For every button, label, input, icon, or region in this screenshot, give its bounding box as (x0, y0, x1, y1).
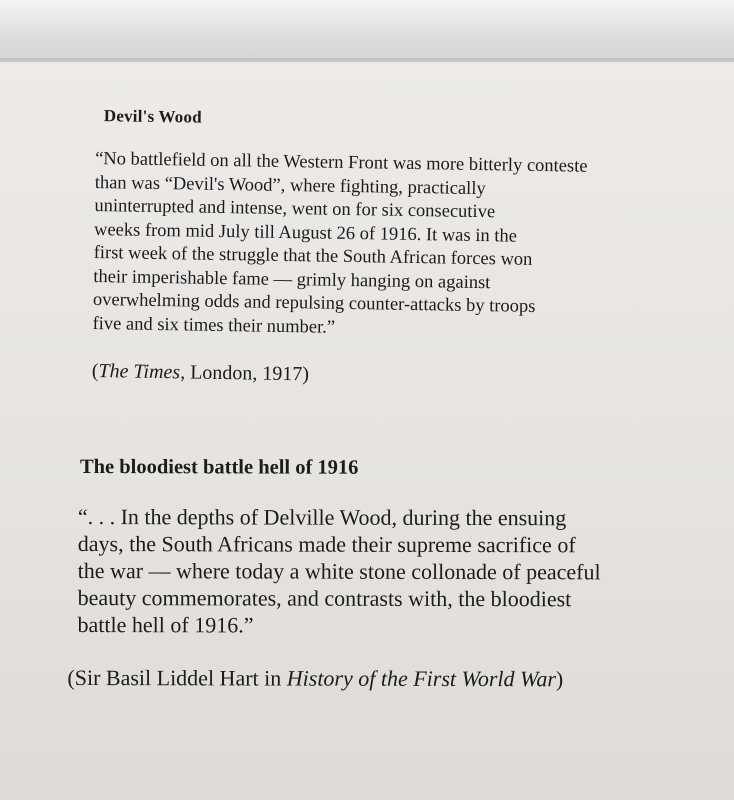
quote-line: first week of the struggle that the South African forces won (93, 242, 533, 270)
section-heading: The bloodiest battle hell of 1916 (79, 456, 359, 479)
source-publication: The Times, (98, 360, 186, 384)
excerpt-devils-wood (92, 106, 734, 393)
quote-line: “No battlefield on all the Western Front was more bitterly conteste (95, 148, 588, 177)
excerpt-bloodiest-battle (67, 456, 734, 693)
source-book-title: History of the First World War (286, 665, 556, 692)
quote-line: “. . . In the depths of Delville Wood, during the ensuing (77, 503, 567, 531)
quote-line: battle hell of 1916.” (77, 611, 254, 638)
source-detail: London, 1917) (185, 361, 310, 386)
quote-line: weeks from mid July till August 26 of 1916. It was in the (93, 219, 518, 247)
page-edge (0, 58, 734, 64)
quote-source (67, 665, 734, 693)
source-suffix: ) (555, 666, 564, 692)
quote-line: than was “Devil's Wood”, where fighting, practically (94, 172, 486, 199)
source-open: ( (91, 359, 99, 383)
quote-line: the war — where today a white stone collonade of peaceful (77, 557, 601, 585)
quote-line: uninterrupted and intense, went on for six consecutive (94, 195, 496, 223)
quote-line: overwhelming odds and repulsing counter-attacks by troops (92, 289, 536, 317)
quote-line: days, the South Africans made their supreme sacrifice of (77, 530, 576, 558)
quote-line: five and six times their number.” (92, 313, 336, 338)
quote-text (78, 503, 734, 640)
quote-line: beauty commemorates, and contrasts with, the bloodiest (77, 584, 572, 612)
source-prefix: (Sir Basil Liddel Hart in (67, 664, 287, 691)
quote-line: their imperishable fame — grimly hanging on against (93, 266, 491, 293)
section-heading: Devil's Wood (103, 106, 202, 127)
quote-text (92, 148, 734, 346)
